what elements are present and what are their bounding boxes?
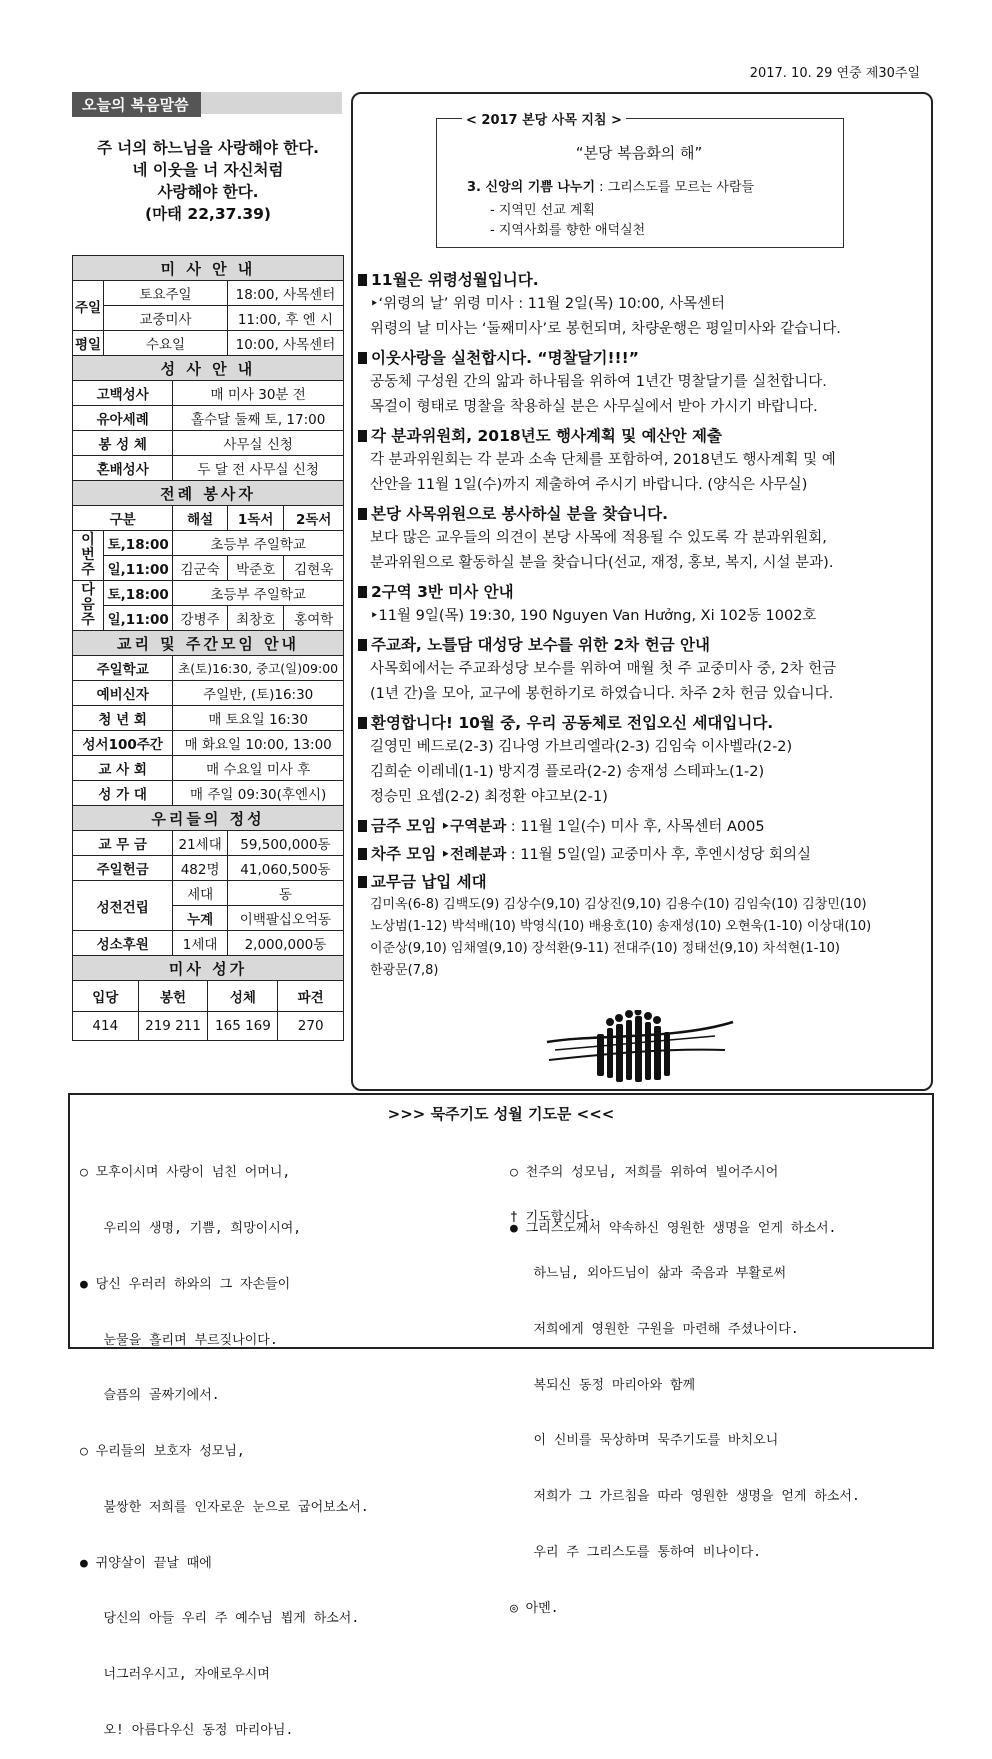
prayer-line: ○ 모후이시며 사랑이 넘친 어머니, <box>80 1165 291 1181</box>
gospel-line: 사랑해야 한다. <box>157 183 259 201</box>
meeting-name: 주일학교 <box>73 656 173 681</box>
news-title-text: 각 분과위원회, 2018년도 행사계획 및 예산안 제출 <box>371 427 722 445</box>
news-title <box>358 268 924 292</box>
gospel-header <box>72 92 342 114</box>
prayer-line: 불쌍한 저희를 인자로운 눈으로 굽어보소서. <box>80 1499 369 1515</box>
meeting-value: 매 수요일 미사 후 <box>173 756 344 781</box>
meeting-this-label: 금주 모임 <box>371 817 437 835</box>
meeting-this-week <box>358 814 924 838</box>
hymn-table <box>72 980 344 1041</box>
building-row-label: 세대 <box>173 881 228 906</box>
prayer-line: 우리 주 그리스도를 통하여 비나이다. <box>510 1544 761 1560</box>
meeting-next-week <box>358 842 924 866</box>
sacrament-name: 고백성사 <box>73 381 173 406</box>
news-line: ‣‘위령의 날’ 위령 미사 : 11월 2일(목) 10:00, 사목센터 <box>370 296 726 312</box>
minister-commentator: 강병주 <box>173 606 228 631</box>
hymns-section-title: 미사 성가 <box>73 956 344 981</box>
offering-name: 성소후원 <box>73 931 173 956</box>
mass-name: 토요주일 <box>104 281 228 306</box>
ministers-header: 2독서 <box>284 506 344 531</box>
sacrament-value: 두 달 전 사무실 신청 <box>173 456 344 481</box>
prayer-line: ◎ 아멘. <box>510 1600 559 1616</box>
news-line: ‣11월 9일(목) 19:30, 190 Nguyen Van Hưởng, Xi 102동 1002호 <box>370 608 817 624</box>
news-title-text: 2구역 3반 미사 안내 <box>371 583 514 601</box>
offering-name: 주일헌금 <box>73 856 173 881</box>
hymn-number: 270 <box>278 1012 344 1041</box>
minister-merged: 초등부 주일학교 <box>173 581 344 606</box>
prayer-left <box>80 1127 369 1759</box>
tithe-line: 이준상(9,10) 임채열(9,10) 장석환(9-11) 전대주(10) 정태선(9,10) 차석현(1-10) <box>370 941 840 956</box>
sacrament-value: 사무실 신청 <box>173 431 344 456</box>
prayer-line: 이 신비를 묵상하며 묵주기도를 바치오니 <box>510 1433 779 1449</box>
news-title-text: 환영합니다! 10월 중, 우리 공동체로 전입오신 세대입니다. <box>371 714 774 732</box>
meeting-value: 주일반, (토)16:30 <box>173 681 344 706</box>
offering-amount: 41,060,500동 <box>227 856 343 881</box>
bullet-square-icon <box>358 876 367 888</box>
prayer-line: 저희에게 영원한 구원을 마련해 주셨나이다. <box>510 1321 799 1337</box>
prayer-line: 하느님, 외아드님이 삶과 죽음과 부활로써 <box>510 1265 787 1281</box>
bulletin-date: 2017. 10. 29 연중 제30주일 <box>749 66 920 81</box>
meeting-next-detail: : 11월 5일(일) 교중미사 후, 후엔시성당 회의실 <box>506 847 812 863</box>
minister-merged: 초등부 주일학교 <box>173 531 344 556</box>
prayer-line: 눈물을 흘리며 부르짖나이다. <box>80 1332 278 1348</box>
building-row-label: 누계 <box>173 906 228 931</box>
congregation-illustration <box>545 1010 735 1086</box>
prayer-line: 너그러우시고, 자애로우시며 <box>80 1667 270 1683</box>
meeting-next-label: 차주 모임 <box>371 845 437 863</box>
gospel-header-label: 오늘의 복음말씀 <box>72 92 201 117</box>
news-line: 산안을 11월 1일(수)까지 제출하여 주시기 바랍니다. (양식은 사무실) <box>370 477 808 493</box>
bullet-square-icon <box>358 352 367 364</box>
mass-time: 10:00, 사목센터 <box>227 331 343 356</box>
offering-amount: 2,000,000동 <box>227 931 343 956</box>
bullet-square-icon <box>358 848 367 860</box>
gospel-line: (마태 22,37.39) <box>145 205 271 223</box>
policy-sub: - 지역민 선교 계획 <box>490 203 595 218</box>
info-tables <box>72 255 344 1041</box>
news-line: 김희순 이레네(1-1) 방지경 플로라(2-2) 송재성 스테파노(1-2) <box>370 764 765 780</box>
ministers-header: 구분 <box>73 506 173 531</box>
meeting-name: 성서100주간 <box>73 731 173 756</box>
news-item <box>358 580 924 629</box>
tithe-list <box>358 870 924 982</box>
prayer-line: † 기도합시다. <box>510 1210 597 1226</box>
meeting-name: 교 사 회 <box>73 756 173 781</box>
offerings-section-title: 우리들의 정성 <box>73 806 344 831</box>
meeting-this-group: ‣구역분과 <box>440 819 507 835</box>
ministers-header: 해설 <box>173 506 228 531</box>
sacrament-value: 매 미사 30분 전 <box>173 381 344 406</box>
news-title-text: 이웃사랑을 실천합시다. “명찰달기!!!” <box>371 349 639 367</box>
news-title <box>358 633 924 657</box>
minister-slot: 일,11:00 <box>104 556 173 581</box>
info-table <box>72 255 344 981</box>
meeting-value: 매 화요일 10:00, 13:00 <box>173 731 344 756</box>
news-title-text: 11월은 위령성월입니다. <box>371 271 539 289</box>
ministers-section-title: 전례 봉사자 <box>73 481 344 506</box>
news-item <box>358 502 924 576</box>
prayer-line: 복되신 동정 마리아와 함께 <box>510 1377 696 1393</box>
news-line: 길영민 베드로(2-3) 김나영 가브리엘라(2-3) 김임숙 이사벨라(2-2) <box>370 739 793 755</box>
news-line: 위령의 날 미사는 ‘둘째미사’로 봉헌되며, 차량운행은 평일미사와 같습니다. <box>370 321 841 337</box>
news-line: 사목회에서는 주교좌성당 보수를 위하여 매월 첫 주 교중미사 중, 2차 헌금 <box>370 661 837 677</box>
news-line: (1년 간)을 모아, 교구에 봉헌하기로 하였습니다. 차주 2차 헌금 있습니다. <box>370 686 834 702</box>
tithe-line: 노상범(1-12) 박석배(10) 박영식(10) 배용호(10) 송재성(10) 오현욱(1-10) 이상대(10) <box>370 919 872 934</box>
minister-reader-2: 김현욱 <box>284 556 344 581</box>
hymn-header: 입당 <box>73 981 139 1012</box>
gospel-text <box>72 137 344 225</box>
prayer-line: 슬픔의 골짜기에서. <box>80 1388 220 1404</box>
minister-slot: 일,11:00 <box>104 606 173 631</box>
mass-sunday-label: 주일 <box>73 281 104 331</box>
bullet-square-icon <box>358 820 367 832</box>
tithe-line: 김미옥(6-8) 김백도(9) 김상수(9,10) 김상진(9,10) 김용수(10) 김임숙(10) 김창민(10) <box>370 897 867 912</box>
prayer-line: 오! 아름다우신 동정 마리아님. <box>80 1723 294 1738</box>
minister-reader-1: 최창호 <box>227 606 284 631</box>
policy-title: < 2017 본당 사목 지침 > <box>462 109 626 128</box>
meetings-section-title: 교리 및 주간모임 안내 <box>73 631 344 656</box>
news-item <box>358 711 924 810</box>
meeting-name: 성 가 대 <box>73 781 173 806</box>
prayer-title: >>> 묵주기도 성월 기도문 <<< <box>387 1105 615 1123</box>
mass-name: 교중미사 <box>104 306 228 331</box>
offering-name: 교 무 금 <box>73 831 173 856</box>
gospel-line: 주 너의 하느님을 사랑해야 한다. <box>96 139 320 157</box>
news-line: 정승민 요셉(2-2) 최정환 야고보(2-1) <box>370 789 608 805</box>
news-title <box>358 711 924 735</box>
mass-section-title: 미 사 안 내 <box>73 256 344 281</box>
bullet-square-icon <box>358 430 367 442</box>
prayer-line: 당신의 아들 우리 주 예수님 뵙게 하소서. <box>80 1611 360 1627</box>
bullet-square-icon <box>358 717 367 729</box>
sacrament-name: 유아세례 <box>73 406 173 431</box>
sacrament-section-title: 성 사 안 내 <box>73 356 344 381</box>
news-item <box>358 268 924 342</box>
building-row-value: 동 <box>227 881 343 906</box>
minister-slot: 토,18:00 <box>104 531 173 556</box>
meeting-next-group: ‣전례분과 <box>440 847 507 863</box>
prayer-line: 저희가 그 가르침을 따라 영원한 생명을 얻게 하소서. <box>510 1489 860 1505</box>
offering-amount: 59,500,000동 <box>227 831 343 856</box>
prayer-line: ● 귀양살이 끝날 때에 <box>80 1555 212 1571</box>
mass-time: 11:00, 후 엔 시 <box>227 306 343 331</box>
bullet-square-icon <box>358 274 367 286</box>
policy-sub: - 지역사회를 향한 애덕실천 <box>490 223 646 238</box>
this-week-label: 이번주 <box>73 531 104 581</box>
policy-theme: “본당 복음화의 해” <box>575 144 703 162</box>
news-list <box>358 268 924 982</box>
meeting-value: 초(토)16:30, 중고(일)09:00 <box>173 656 344 681</box>
hymn-header: 봉헌 <box>138 981 208 1012</box>
prayer-right-bottom <box>510 1172 860 1637</box>
minister-reader-2: 홍여학 <box>284 606 344 631</box>
prayer-line: ● 그리스도께서 약속하신 영원한 생명을 얻게 하소서. <box>510 1220 837 1236</box>
tithe-title: 교무금 납입 세대 <box>371 873 487 891</box>
tithe-line: 한광문(7,8) <box>370 963 439 978</box>
offering-count: 21세대 <box>173 831 228 856</box>
mass-time: 18:00, 사목센터 <box>227 281 343 306</box>
prayer-line: ○ 천주의 성모님, 저희를 위하여 빌어주시어 <box>510 1165 779 1181</box>
news-item <box>358 633 924 707</box>
news-title <box>358 346 924 370</box>
ministers-header: 1독서 <box>227 506 284 531</box>
hymn-header: 성체 <box>208 981 278 1012</box>
news-line: 보다 많은 교우들의 의견이 본당 사목에 적용될 수 있도록 각 분과위원회, <box>370 530 827 546</box>
sacrament-name: 혼배성사 <box>73 456 173 481</box>
building-row-value: 이백팔십오억동 <box>227 906 343 931</box>
meeting-this-detail: : 11월 1일(수) 미사 후, 사목센터 A005 <box>506 819 765 835</box>
news-line: 분과위원으로 활동하실 분을 찾습니다(선교, 재정, 홍보, 복지, 시설 분과). <box>370 555 834 571</box>
policy-item <box>467 176 754 195</box>
bullet-square-icon <box>358 508 367 520</box>
news-title <box>358 424 924 448</box>
policy-item-desc: : 그리스도를 모르는 사람들 <box>595 180 755 195</box>
meeting-name: 청 년 회 <box>73 706 173 731</box>
news-title <box>358 870 924 894</box>
news-item <box>358 346 924 420</box>
hymn-number: 165 169 <box>208 1012 278 1041</box>
meeting-name: 예비신자 <box>73 681 173 706</box>
news-item <box>358 424 924 498</box>
mass-name: 수요일 <box>104 331 228 356</box>
meeting-value: 매 주일 09:30(후엔시) <box>173 781 344 806</box>
hymn-number: 219 211 <box>138 1012 208 1041</box>
prayer-line: ● 당신 우러러 하와의 그 자손들이 <box>80 1276 291 1292</box>
minister-slot: 토,18:00 <box>104 581 173 606</box>
hymn-number: 414 <box>73 1012 139 1041</box>
minister-commentator: 김군숙 <box>173 556 228 581</box>
prayer-line: 우리의 생명, 기쁨, 희망이시여, <box>80 1220 302 1236</box>
building-fund-name: 성전건립 <box>73 881 173 931</box>
meeting-value: 매 토요일 16:30 <box>173 706 344 731</box>
news-line: 공동체 구성원 간의 앎과 하나됨을 위하여 1년간 명찰달기를 실천합니다. <box>370 374 827 390</box>
news-title <box>358 502 924 526</box>
news-title-text: 주교좌, 노틀담 대성당 보수를 위한 2차 헌금 안내 <box>371 636 710 654</box>
bullet-square-icon <box>358 639 367 651</box>
news-title <box>358 580 924 604</box>
minister-reader-1: 박준호 <box>227 556 284 581</box>
sacrament-name: 봉 성 체 <box>73 431 173 456</box>
next-week-label: 다음주 <box>73 581 104 631</box>
news-title-text: 본당 사목위원으로 봉사하실 분을 찾습니다. <box>371 505 668 523</box>
offering-count: 1세대 <box>173 931 228 956</box>
offering-count: 482명 <box>173 856 228 881</box>
bullet-square-icon <box>358 586 367 598</box>
hymn-header: 파견 <box>278 981 344 1012</box>
news-line: 목걸이 형태로 명찰을 착용하실 분은 사무실에서 받아 가시기 바랍니다. <box>370 399 818 415</box>
gospel-line: 네 이웃을 너 자신처럼 <box>132 161 284 179</box>
mass-weekday-label: 평일 <box>73 331 104 356</box>
policy-item-title: 3. 신앙의 기쁨 나누기 <box>467 180 596 195</box>
news-line: 각 분과위원회는 각 분과 소속 단체를 포함하여, 2018년도 행사계획 및 예 <box>370 452 836 468</box>
sacrament-value: 홀수달 둘째 토, 17:00 <box>173 406 344 431</box>
prayer-line: ○ 우리들의 보호자 성모님, <box>80 1444 245 1460</box>
